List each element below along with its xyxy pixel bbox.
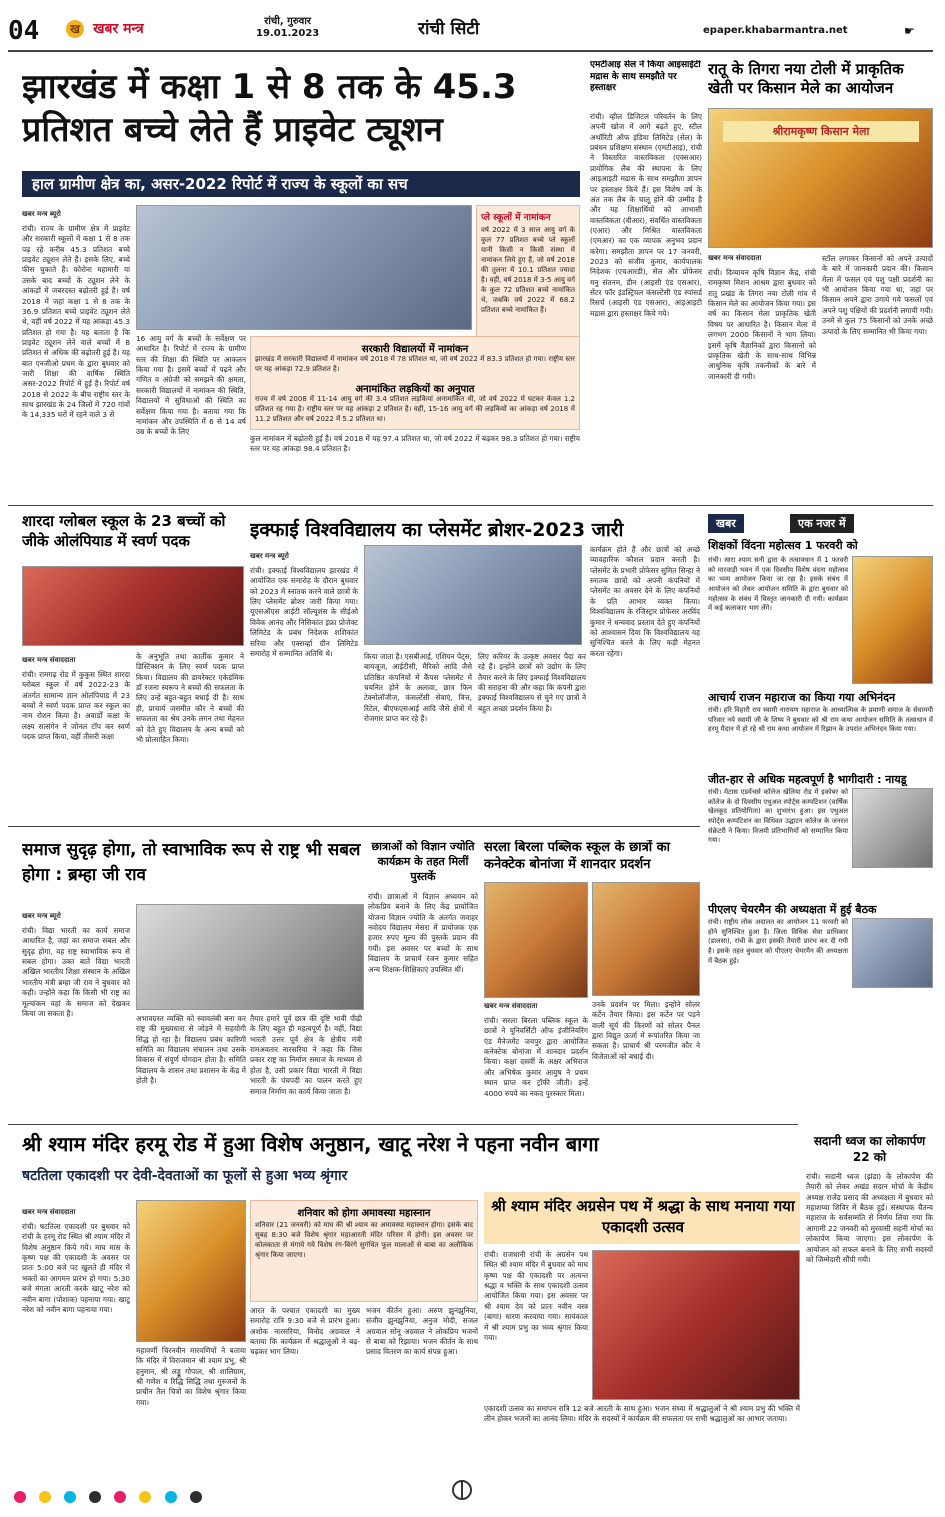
girls-ratio-title: अनामांकित लड़कियों का अनुपात — [355, 384, 475, 395]
kisan-col2: स्टॉल लगाकर किसानों को अपने उत्पादों के बारे में जानकारी प्रदान की। किसान मेला में फसल एवं पशु पक्षी प्रदर्शनी का भी आयोजन किया गया था, जहां पर किसान अपने द्वारा उगाये गये फसलों एवं अपने पशु पक्षियों की प्रदर्शनी लगायी गयी। उनमें से कुल 75 किसानों को उनके अच्छे उत्पादों के लिए सम्मानित भी किया गया। — [822, 254, 933, 336]
item1-photo — [852, 556, 933, 684]
registration-dot-icon — [114, 1491, 126, 1503]
girls-ratio-text: राज्य में वर्ष 2008 में 11-14 आयु वर्ग की 3.4 प्रतिशत लड़कियां अनामांकित थी, जो वर्ष 2022 में घटकर केवल 1.2 प्रतिशत रह गया है। राष्ट्रीय स्तर पर यह आंकड़ा 2 प्रतिशत है। वहीं, 15-16 आयु वर्ग की लड़कियों का आंकड़ा वर्ष 2018 में 11.2 प्रतिशत और वर्ष 2022 में 5.2 प्रतिशत था। — [255, 395, 575, 423]
shyam-col2: महावर्णी चिरनवीन मारवणियों ने बताया कि मंदिर में विराजमान श्री श्याम प्रभु, श्री हनुमान, श्री लड्डू गोपाल, श्री शालिग्राम, श्री गणेश व रिद्धि सिद्धि तथा गुरुजनों के प्राचीन तैल चित्रों का विशेष श्रृंगार किया गया। — [136, 1346, 246, 1407]
brand-name: खबर मन्त्र — [93, 21, 144, 37]
kisan-byline: खबर मन्त्र संवाददाता — [708, 254, 762, 262]
date: 19.01.2023 — [256, 28, 320, 39]
item1-title: शिक्षकों विंदना महोत्सव 1 फरवरी को — [708, 539, 858, 552]
item3-text: रांची। मेटास एडवेंचर्स कॉलेज खेलिया रोड में इकोबर को कॉलेज के दो दिवसीय एथुअल स्पोर्ट्स कम्पटिशन (वार्षिक खेलकूद प्रतियोगिता) का शुभारंभ हुआ। इस एथुअल स्पोर्ट्स कम्पटिशन का विधिवत उद्घाटन कॉलेज के जनरल सेक्रेटरी ने किया। विजयी प्रतिभागियों को सम्मानित किया गया। — [708, 788, 848, 845]
khabar-tag: खबर — [708, 514, 744, 533]
epaper-url[interactable]: epaper.khabarmantra.net — [703, 25, 848, 36]
iti-headline: एमटीआइ सेल ने किया आइसाईटी मद्रास के साथ समझौते पर हस्ताक्षर — [590, 60, 701, 94]
sarla-col2: उनके प्रदर्शन पर मिला। इन्होंने सोलर कर्टेन तैयार किया। इस कर्टेन पर पड़ने वाली सूर्य की किरणों को सोलर पैनल द्वारा विद्युत ऊर्जा में रूपांतरित किया जा सकता है। प्राचार्य श्री परमजीत कौर ने विजेताओं को बधाई दी। — [592, 1000, 700, 1061]
govt-enrol-text: झारखंड में सरकारी विद्यालयों में नामांकन वर्ष 2018 में 78 प्रतिशत था, जो वर्ष 2022 में 83.3 प्रतिशत हो गया। राष्ट्रीय स्तर पर यह आंकड़ा 72.9 प्रतिशत है। — [255, 355, 575, 373]
govt-enrol-box — [250, 336, 580, 430]
agrasen-col2: एकादशी उत्सव का समापन रात्रि 12 बजे आरती के साथ हुआ। भजन संध्या में श्रद्धालुओं ने श्री श्याम प्रभु की भक्ति में लीन होकर भजनों का आनंद लिया। मंदिर के सदस्यों ने कार्यक्रम की सफलता पर सभी श्रद्धालुओं का आभार जताया। — [484, 1404, 800, 1424]
sarla-photo — [484, 882, 588, 998]
icfai-col3: लिए करियर के उत्कृष्ट अवसर पैदा कर रहे हैं। इन्होंने छात्रों को उद्योग के लिए तैयार करने के लिए इक्फाई विश्वविद्यालय की सराहना की और कहा कि कंपनी द्वारा इक्फाई विश्वविद्यालय से चुने गए छात्रों ने बहुत अच्छा प्रदर्शन किया है। — [478, 652, 586, 713]
item2-text: रांची। हरि विहारी राय स्वामी नारायण महाराज के आध्यात्मिक के प्रमाणी समाज के सेवामयी परिवार नये स्वामी जी के शिष्य ने बुधवार को श्री राम कथा आयोजन समिति के तत्वाधान में हरमू मैदान में हो रहे श्री राम कथा आयोजन में रिझान के उपरांत अभिनंदन किया गया। — [708, 706, 933, 734]
icfai-photo — [364, 545, 582, 645]
kisan-headline: रातू के तिगरा नया टोली में प्राकृतिक खेती पर किसान मेले का आयोजन — [708, 60, 904, 97]
sharda-photo — [22, 566, 244, 646]
amavasya-box — [250, 1200, 478, 1302]
divider — [8, 826, 700, 827]
samaj-headline: समाज सुदृढ़ होगा, तो स्वाभाविक रूप से राष्ट्र भी सबल होगा : ब्रम्हा जी राव — [22, 840, 361, 885]
samaj-col3: तैयार हमारे पूर्व छात्र की दृष्टि भावी पीढ़ी के लिए बहुत ही महत्वपूर्ण है। वहीं, विद्या भारती उत्तर पूर्व क्षेत्र के क्षेत्रीय मंत्री रामअवतार नारसरिया ने कहा कि जिस प्रकार राष्ट्र का निर्माण समाज के माध्यम से होता है, उसी प्रकार विद्या भारती में विद्या भारती के पंचपदी का पालन करते हुए समाज निर्माण का कार्य किया जाता है। — [250, 1014, 362, 1096]
item3-photo — [852, 788, 933, 868]
item3-title: जीत-हार से अधिक महत्वपूर्ण है भागीदारी : नायडू — [708, 773, 907, 786]
shyam-headline: श्री श्याम मंदिर हरमू रोड में हुआ विशेष अनुष्ठान, खाटू नरेश ने पहना नवीन बागा — [22, 1132, 599, 1156]
registration-dot-icon — [39, 1491, 51, 1503]
samaj-photo — [136, 904, 364, 1010]
shyam-byline: खबर मन्त्र संवाददाता — [22, 1208, 76, 1216]
lead-subheadline: हाल ग्रामीण क्षेत्र का, असर-2022 रिपोर्ट में राज्य के स्कूलों का सच — [22, 171, 580, 197]
playschool-box — [476, 205, 580, 357]
agrasen-headline: श्री श्याम मंदिर अग्रसेन पथ में श्रद्धा के साथ मनाया गया एकादशी उत्सव — [491, 1197, 795, 1236]
sarla-headline: सरला बिरला पब्लिक स्कूल के छात्रों का कनेक्टेक बोनांजा में शानदार प्रदर्शन — [484, 840, 671, 872]
pointer-hand-icon: ☛ — [904, 24, 915, 38]
sharda-col1: रांची। रामगढ़ रोड में कुकुस स्थित शारदा ग्लोबल स्कूल में वर्ष 2022-23 के अंतर्गत सामान्य ज्ञान ओलंपियाड में 23 बच्चों ने स्वर्ण पदक प्राप्त कर स्कूल का नाम रोशन किया है। अवार्डों कक्षा के लक्ष्य सत्संगेन ने जोनल टॉप कर स्वर्ण पदक प्राप्त किया, वहीं तीसरी कक्षा — [22, 670, 130, 742]
item2-title: आचार्य राजन महाराज का किया गया अभिनंदन — [708, 691, 896, 704]
shyam-subheadline: षटतिला एकादशी पर देवी-देवताओं का फूलों से हुआ भव्य श्रृंगार — [22, 1168, 348, 1184]
registration-dot-icon — [165, 1491, 177, 1503]
lead-byline: खबर मन्त्र ब्यूरो — [22, 210, 61, 218]
playschool-title: प्ले स्कूलों में नामांकन — [481, 213, 551, 223]
header-rule — [8, 50, 933, 52]
vigyan-headline: छात्राओं को विज्ञान ज्योति कार्यक्रम के तहत मिलीं पुस्तकें — [371, 840, 475, 883]
sarla-byline: खबर मन्त्र संवाददाता — [484, 1002, 538, 1010]
divider — [8, 505, 933, 506]
samaj-col2: अभावग्रस्त व्यक्ति को स्वावलंबी बना कर राष्ट्र की मुख्यधारा से जोड़ने में सहयोगी सिद्ध हो रहा है। विद्यालय प्रबंध कारिणी समिति का विद्यालय संचालन तथा उसके विकास में संपूर्ण योगदान होता है। समिति विद्यालय के शासन तथा प्रशासन के केंद्र में होती है। — [136, 1014, 246, 1086]
icfai-byline: खबर मन्त्र ब्यूरो — [250, 552, 289, 560]
sharda-headline: शारदा ग्लोबल स्कूल के 23 बच्चों को जीके ओलंपियाड में स्वर्ण पदक — [22, 512, 226, 550]
page-number: 04 — [8, 16, 40, 46]
registration-dot-icon — [14, 1491, 26, 1503]
item4-title: पीएलए चेयरमैन की अध्यक्षता में हुई बैठक — [708, 903, 877, 916]
lead-headline: झारखंड में कक्षा 1 से 8 तक के 45.3 प्रतिशत बच्चे लेते हैं प्राइवेट ट्यूशन — [22, 67, 517, 150]
icfai-col2: किया जाता है। एसबीआई, एशियन पेंट्स, बायजूज, आईटीसी, मैरिको आदि जैसे प्रतिष्ठित कंपनियों में कैंपस प्लेसमेंट में चयनित होने के अलावा, छात्र फिन टेक्नोलॉजीज, कंसल्टेंसी सेवाएं, वित्त, रिटेल, बीएफएसआई आदि जैसे क्षेत्रों में रोजगार प्राप्त कर रहे हैं। — [364, 652, 472, 724]
icfai-col4: कार्यक्रम होते हैं और छात्रों को अच्छे व्यावहारिक कौशल प्रदान करती है। प्लेसमेंट के प्रभारी प्रोफेसर सुमित सिन्हा ने स्नातक छात्रों को अपनी कंपनियों में प्लेसमेंट का अवसर देने के लिए कंपनियों के प्रति आभार व्यक्त किया। विश्वविद्यालय के रजिस्ट्रार प्रोफेसर अरविंद कुमार ने धन्यवाद प्रस्ताव देते हुए कंपनियों को आश्वासन दिया कि विश्वविद्यालय यह सुनिश्चित करने के लिए कड़ी मेहनत करता रहेगा। — [590, 545, 700, 658]
kisan-banner: श्रीरामकृष्ण किसान मेला — [723, 121, 919, 142]
agrasen-photo — [592, 1250, 800, 1400]
sharda-byline: खबर मन्त्र संवाददाता — [22, 656, 76, 664]
sarla-col1: रांची। सरला बिरला पब्लिक स्कूल के छात्रों ने यूनिवर्सिटी ऑफ इंजीनियरिंग एंड मैनेजमेंट जयपुर द्वारा आयोजित कनेक्टेक बोनांजा में शानदार प्रदर्शन किया। कक्षा दसवीं के अक्षर अभिराज और अभिषेक कुमार आयुष ने प्रथम स्थान प्राप्त कर ट्रॉफी जीती। इन्हें 4000 रुपये का नकद पुरस्कार मिला। — [484, 1016, 588, 1098]
sharda-col2: के अनुभूति तथा कार्तीक कुमार ने डिस्टिंक्शन के लिए स्वर्ण पदक प्राप्त किया। विद्यालय की डायरेक्टर एकेडमिक डॉ रजना स्वरूप ने बच्चों की सफलता के लिए उन्हें बहुत-बहुत बधाई दी है। साथ ही, प्राचार्य जसमीत कौर ने बच्चों की सफलता का श्रेय उनके लगन तथा मेहनत को देते हुए विद्यालय के अन्य बच्चों को भी प्रोत्साहित किया। — [136, 652, 244, 744]
registration-dot-icon — [89, 1491, 101, 1503]
vigyan-text: रांची। छात्राओं में विज्ञान अध्ययन को लोकप्रिय बनाने के लिए केंद्र प्रायोजित योजना विज्ञान ज्योति के अंतर्गत जवाहर नवोदय विद्यालय मेसरा में प्रायोजक एक हजार रुपए मूल्य की पुस्तकें प्रदान की गयीं। इस अवसर पर बच्चों के साथ विद्यालय के प्राचार्य रंजन कुमार सहित अन्य शिक्षक-शिक्षिकाएं उपस्थित थीं। — [368, 892, 478, 974]
kisan-photo — [708, 108, 933, 248]
brand-logo-icon: ख — [66, 20, 84, 38]
playschool-text: वर्ष 2022 में 3 साल आयु वर्ग के कुल 77 प्रतिशत बच्चे प्ले स्कूलों यानी किसी न किसी संस्था में नामांकन लिये हुए हैं, जो वर्ष 2018 की तुलना में 10.1 प्रतिशत ज्यादा है। वहीं, वर्ष 2018 में 3-5 आयु वर्ग के कुल 72 प्रतिशत बच्चे नामांकित थे, जबकि वर्ष 2022 में 68.2 प्रतिशत बच्चे नामांकित हैं। — [481, 226, 575, 314]
samaj-byline: खबर मन्त्र ब्यूरो — [22, 912, 61, 920]
shyam-col3: आरत के पश्चात एकादशी का मुख्य समारोह रात्रि 9:30 बजे से प्रारंभ हुआ। अशोक नारसरिया, विनोद अग्रवाल ने बताया कि कार्यक्रम में श्रद्धालुओं ने बढ़-चढ़कर भाग लिया। — [250, 1306, 360, 1357]
lead-photo — [136, 205, 472, 330]
sadani-text: रांची। सदानी ध्वज (झंडा) के लोकार्पण की तैयारी को लेकर अखंड सदान मोर्चा के केंद्रीय अध्यक्ष राजेंद्र प्रसाद की अध्यक्षता में बुधवार को महाशय्या शिविर में बैठक हुई। संस्थापक चैतन्य महाराज के सर्वसम्मति से निर्णय लिया गया कि आगामी 22 जनवरी को मुरवासी सहनी मोर्चा का लोकार्पण किया जाएगा। इस लोकार्पण के आयोजन को सफल बनाने के लिए सभी सदस्यों को जिम्मेदारी सौंपी गयी। — [806, 1172, 933, 1264]
agrasen-col1: रांची। राजधानी रांची के अग्रसेन पथ स्थित श्री श्याम मंदिर में बुधवार को माघ कृष्ण पक्ष की एकादशी पर अत्यन्त श्रद्धा व भक्ति के साथ एकादशी उत्सव आयोजित किया गया। इस अवसर पर श्री श्याम देव को प्रातः नवीन वस्त्र (बागा) धारण करवाया गया। सायंकाल में श्री श्याम प्रभु का भव्य श्रृंगार किया गया। — [484, 1250, 588, 1342]
city-day: रांची, गुरुवार — [264, 16, 312, 27]
divider — [8, 1124, 798, 1125]
kisan-col1: रांची। दिव्यायन कृषि विज्ञान केंद्र, रांची रामकृष्ण मिशन आश्रम द्वारा बुधवार को रातू प्रखंड के तिगरा नया टोली गांव में किसान मेले का आयोजन किया गया। इस वर्ष का किसान मेला प्राकृतिक खेती विषय पर आधारित है। किसान मेला में लगभग 2000 किसानों ने भाग लिया। इसमें कृषि वैज्ञानिकों द्वारा किसानों को प्राकृतिक खेती के साथ-साथ विभिन्न आधुनिक कृषि तकनीकों के बारे में जानकारी दी गयी। — [708, 268, 816, 381]
amavasya-title: शनिवार को होगा अमावस्या महास्नान — [297, 1208, 431, 1219]
lead-col2: 16 आयु वर्ग के बच्चों के सर्वेक्षण पर आधारित है। रिपोर्ट में राज्य के ग्रामीण स्तर की शिक्षा की स्थिति पर आकलन किया गया है। इसमें बच्चों में पढ़ने और गणित व अंग्रेजी को समझने की क्षमता, सरकारी विद्यालयों में नामांकन की स्थिति, विद्यालयों में सुविधाओं की स्थिति का सर्वेक्षण किया गया है। बताया गया कि नामांकन और उपस्थिति में 6 से 14 वर्ष उम्र के बच्चों के लिए — [136, 334, 246, 437]
govt-enrol-title: सरकारी विद्यालयों में नामांकन — [361, 344, 469, 355]
registration-dot-icon — [64, 1491, 76, 1503]
item1-text: रांची। सारा श्याम सनी द्वारा के तत्वावधान में 1 फरवरी को मारवाड़ी भवन में एक दिवसीय विशेष वंदना महोत्सव का भव्य आयोजन किया जा रहा है। इसके संबंध में आयोजन को लेकर आयोजन समिति के द्वारा बुधवार को महोत्सव के संबंध में विस्तृत जानकारी दी गयी। कार्यक्रम में कई कलाकार भाग लेंगे। — [708, 556, 848, 613]
lead-col1: रांची। राज्य के ग्रामीण क्षेत्र में प्राइवेट और सरकारी स्कूलों में कक्षा 1 से 8 तक पढ़ रहे करीब 45.3 प्रतिशत बच्चे प्राइवेट ट्यूशन लेते हैं। इसके लिए, बच्चे फीस चुकाते हैं। कोरोना महामारी या उसके बाद बच्चों के ट्यूशन लेने के आंकड़ों में जबरदस्त बढ़ोतरी हुई है। वर्ष 2018 में जहां कक्षा 1 से 8 तक के 36.9 प्रतिशत बच्चे प्राइवेट ट्यूशन लेते थे, वहीं वर्ष 2022 में यह आंकड़ा 45.3 प्रतिशत हो गया है। यह बताता है कि प्राइवेट ट्यूशन लेने वाले बच्चों में 8 प्रतिशत से अधिक की बढ़ोतरी हुई है। यह बात एनजीओ प्रथम के द्वारा बुधवार को जारी शिक्षा की वार्षिक स्थिति असर-2022 रिपोर्ट में हुई है। रिपोर्ट वर्ष 2018 से 2022 के बीच राष्ट्रीय स्तर के साथ झारखंड के 24 जिलों में 720 गांवों के 14,335 घरों में रहने वाले 3 से — [22, 224, 130, 420]
sadani-headline: सदानी ध्वज का लोकार्पण 22 को — [813, 1134, 926, 1164]
icfai-headline: इक्फाई विश्वविद्यालय का प्लेसमेंट ब्रोशर-2023 जारी — [250, 519, 624, 541]
shyam-col1: रांची। षटतिला एकादशी पर बुधवार को रांची के हरमू रोड स्थित श्री श्याम मंदिर में विशेष अनुष्ठान किये गये। माघ मास के कृष्ण पक्ष की एकादशी के अवसर पर प्रातः 5:00 बजे पट खुलते ही मंदिर में भक्तों का आगमन प्रारंभ हो गया। 5:30 बजे मंगला आरती करके खाटू नरेश को नवीन बागा (पोशाक) पहनाया गया। खाटू नरेश को नवीन बागा पहनाया गया। — [22, 1222, 130, 1314]
registration-dot-icon — [139, 1491, 151, 1503]
ek-nazar-tag: एक नजर में — [790, 514, 854, 533]
section-title: रांची सिटी — [418, 19, 480, 39]
brand — [66, 18, 144, 40]
samaj-col1: रांची। विद्या भारती का कार्य समाज आधारित है, जहां का समाज सबल और सुदृढ़ होगा, वह राष्ट्र स्वाभाविक रूप से सबल होगा। उक्त बातें विद्या भारती अखिल भारतीय शिक्षा संस्थान के अखिल भारतीय मंत्री ब्रम्हा जी राव ने बुधवार को कही। उन्होंने कहा कि किसी भी राष्ट्र का मूल्यांकन वहां के समाज को देखकर किया जा सकता है। — [22, 926, 130, 1018]
item4-photo — [852, 918, 933, 988]
sarla-photo-2 — [592, 882, 700, 996]
icfai-col1: रांची। इक्फाई विश्वविद्यालय झारखंड में आयोजित एक समारोह के दौरान बुधवार को 2023 में स्नातक करने वाले छात्रों के लिए प्लेसमेंट ब्रोशर जारी किया गया। यूएसऑएस आईटी सॉल्यूशंस के सीईओ विवेक आनंद और निसिकांत इंफ्रा प्रोजेक्ट लिमिटेड के प्रबंध निदेशक शशिकांत सरिया और एक्सर्व्हा ग्रीन लिमिटेड समारोह में सम्मानित अतिथि थे। — [250, 566, 358, 658]
registration-dot-icon — [190, 1491, 202, 1503]
color-registration-dots — [10, 1488, 935, 1502]
shyam-photo — [136, 1200, 246, 1342]
shyam-col4: भजन कीर्तन हुआ। अरुण झुनझुनिया, संजीव झुनझुनिया, अनुज मोदी, सजल अग्रवाल सोनू अग्रवाल ने लोकप्रिय भजनों से बाबा को रिझाया। भजन कीर्तन के साथ प्रसाद वितरण का कार्य संपन्न हुआ। — [366, 1306, 478, 1357]
iti-text: रांची। व्हील डिजिटल परिवर्तन के लिए अपनी खोज में आगे बढ़ते हुए, स्टील अथॉरिटी ऑफ इंडिया लिमिटेड (सेल) के प्रबंधन प्रशिक्षण संस्थान (एमटीआइ), रांची ने विस्तारित वास्तविकता (एक्सआर) प्रायोगिक लैब की स्थापना के लिए आइआइटी मद्रास के साथ समझौता ज्ञापन पर हस्ताक्षर किये हैं। इस विशेष वर्ष के अंत तक लैब के चालू होने की उम्मीद है और यह शिक्षार्थियों को आभासी वास्तविकता (वीआर), संवर्धित वास्तविकता (एआर) और मिश्रित वास्तविकता (एमआर) का एक व्यापक अनुभव प्रदान करेगा। समझौता ज्ञापन पर 17 जनवरी, 2023 को संजीव कुमार, कार्यपालक निदेशक (एचआरडी), सेल और प्रोफेसर मनु संतनम, डीन (आइसी एंड एसआर), सेंटर फॉर इंडस्ट्रियल कंसल्टेंसी एंड स्पांसर्ड रिसर्च (आइसी एंड एसआर), आइआइटी मद्रास द्वारा हस्ताक्षर किये गये। — [590, 112, 702, 318]
amavasya-text: शनिवार (21 जनवरी) को माघ की श्री श्याम का अमावस्या महास्नान होगा। इसके बाद सुबह 8:30 बजे विशेष श्रृंगार महाआरती मंदिर परिसर में होगी। इस अवसर पर कोलकाता से मंगाये गये विशेष रंग-बिरंगे सुगंधित फूल मालाओं से बाबा का अलौकिक श्रृंगार किया जाएगा। — [255, 1221, 473, 1259]
dateline — [256, 16, 319, 40]
item4-text: रांची। राष्ट्रीय लोक अदालत का आयोजन 11 फरवरी को होने सुनिश्चित हुआ है। जिला विधिक सेवा प्राधिकार (डालसा), रांची के द्वारा इसकी तैयारी प्रारंभ कर दी गयी है। इसके तहत बुधवार को पीएलए चेयरमैन की अध्यक्षता में बैठक हुई। — [708, 918, 848, 965]
lead-col3: कुल नामांकन में बढ़ोतरी हुई है। वर्ष 2018 में यह 97.4 प्रतिशत था, जो वर्ष 2022 में बढ़कर 98.3 प्रतिशत हो गया। राष्ट्रीय स्तर पर यह आंकड़ा 98.4 प्रतिशत है। — [250, 434, 580, 454]
